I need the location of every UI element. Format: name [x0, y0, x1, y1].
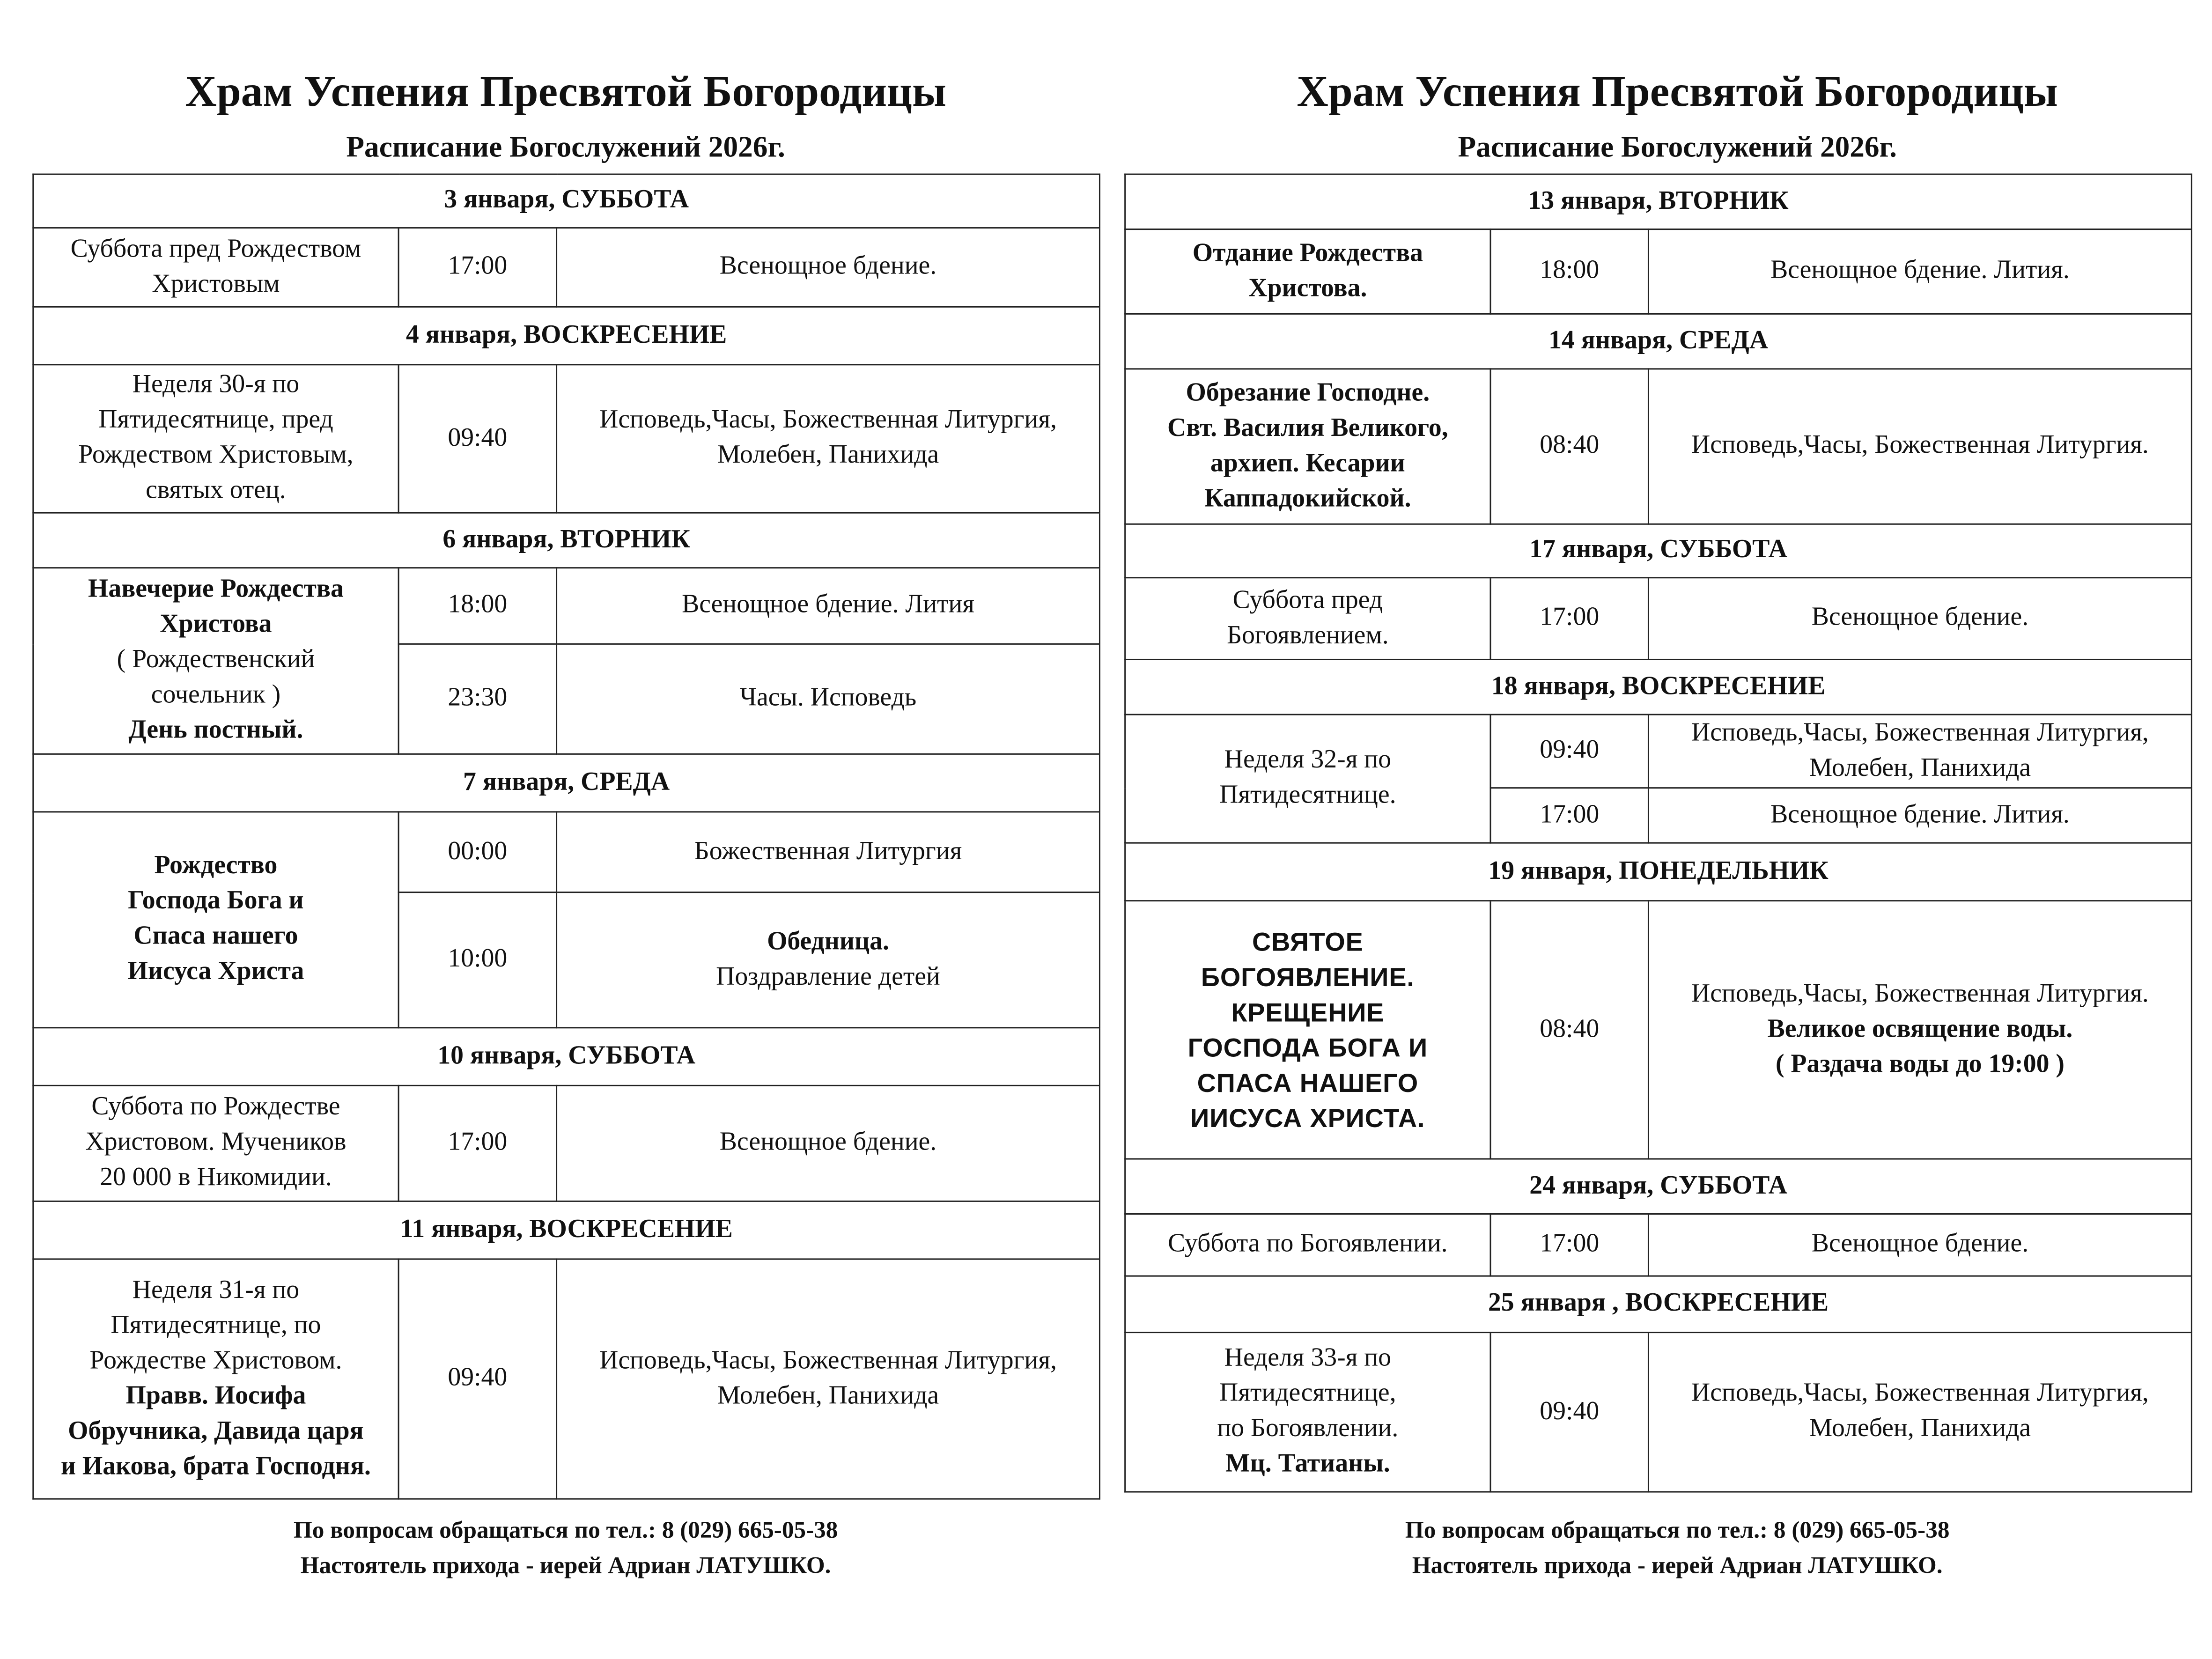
day-header: 24 января, СУББОТА [1125, 1159, 2192, 1214]
page-subtitle: Расписание Богослужений 2026г. [346, 130, 785, 164]
service-desc: Исповедь,Часы, Божественная Литургия, Молебен, Панихида [1648, 1333, 2191, 1492]
feast-cell: Суббота пред Рождеством Христовым [33, 228, 398, 307]
service-desc: Всенощное бдение. [557, 1085, 1100, 1201]
contact-phone: По вопросам обращаться по тел.: 8 (029) 665-05-38 [1405, 1516, 1950, 1544]
page-title: Храм Успения Пресвятой Богородицы [185, 66, 946, 116]
service-time: 10:00 [398, 892, 556, 1028]
feast-cell: Суббота по Рождестве Христовом. Мучеников 20 000 в Никомидии. [33, 1085, 398, 1201]
service-time: 09:40 [1490, 715, 1648, 788]
service-time: 08:40 [1490, 369, 1648, 524]
service-time: 23:30 [398, 644, 556, 754]
feast-cell: Рождество Господа Бога и Спаса нашего Иисуса Христа [33, 812, 398, 1028]
feast-cell: Отдание Рождества Христова. [1125, 229, 1490, 314]
service-desc: Божественная Литургия [557, 812, 1100, 892]
service-time: 09:40 [398, 365, 556, 513]
service-desc: Всенощное бдение. [1648, 578, 2191, 660]
feast-cell: Неделя 32-я по Пятидесятнице. [1125, 715, 1490, 843]
day-header: 10 января, СУББОТА [33, 1028, 1100, 1086]
service-desc: Всенощное бдение. [557, 228, 1100, 307]
service-desc: Обедница. Поздравление детей [557, 892, 1100, 1028]
day-header: 25 января , ВОСКРЕСЕНИЕ [1125, 1276, 2192, 1333]
service-time: 18:00 [1490, 229, 1648, 314]
service-time: 17:00 [398, 228, 556, 307]
day-header: 11 января, ВОСКРЕСЕНИЕ [33, 1201, 1100, 1259]
day-header: 19 января, ПОНЕДЕЛЬНИК [1125, 843, 2192, 901]
service-desc: Исповедь,Часы, Божественная Литургия. [1648, 369, 2191, 524]
day-header: 6 января, ВТОРНИК [33, 513, 1100, 568]
feast-cell: Неделя 33-я по Пятидесятнице, по Богоявлении. Мц. Татианы. [1125, 1333, 1490, 1492]
service-desc: Всенощное бдение. Лития. [1648, 788, 2191, 843]
service-time: 17:00 [398, 1085, 556, 1201]
day-header: 4 января, ВОСКРЕСЕНИЕ [33, 307, 1100, 365]
rector-name: Настоятель прихода - иерей Адриан ЛАТУШКО. [1412, 1552, 1943, 1579]
feast-cell: Неделя 30-я по Пятидесятнице, пред Рождеством Христовым, святых отец. [33, 365, 398, 513]
service-time: 17:00 [1490, 578, 1648, 660]
day-header: 18 января, ВОСКРЕСЕНИЕ [1125, 659, 2192, 714]
service-time: 09:40 [398, 1259, 556, 1499]
day-header: 17 января, СУББОТА [1125, 524, 2192, 577]
day-header: 7 января, СРЕДА [33, 754, 1100, 812]
service-desc: Исповедь,Часы, Божественная Литургия, Молебен, Панихида [557, 365, 1100, 513]
day-header: 3 января, СУББОТА [33, 174, 1100, 228]
service-desc: Всенощное бдение. Лития. [1648, 229, 2191, 314]
service-desc: Всенощное бдение. Лития [557, 568, 1100, 644]
service-time: 08:40 [1490, 901, 1648, 1159]
schedule-table [32, 174, 1100, 1500]
feast-cell: СВЯТОЕ БОГОЯВЛЕНИЕ. КРЕЩЕНИЕ ГОСПОДА БОГА И СПАСА НАШЕГО ИИСУСА ХРИСТА. [1125, 901, 1490, 1159]
feast-cell: Суббота пред Богоявлением. [1125, 578, 1490, 660]
service-desc: Часы. Исповедь [557, 644, 1100, 754]
service-desc: Исповедь,Часы, Божественная Литургия, Молебен, Панихида [1648, 715, 2191, 788]
feast-cell: Неделя 31-я по Пятидесятнице, по Рождестве Христовом. Правв. Иосифа Обручника, Давида царя и Иакова, брата Господня. [33, 1259, 398, 1499]
service-time: 18:00 [398, 568, 556, 644]
schedule-table [1124, 174, 2192, 1493]
service-desc: Всенощное бдение. [1648, 1214, 2191, 1276]
rector-name: Настоятель прихода - иерей Адриан ЛАТУШКО. [300, 1552, 831, 1579]
feast-cell: Суббота по Богоявлении. [1125, 1214, 1490, 1276]
feast-cell: Обрезание Господне. Свт. Василия Великого, архиеп. Кесарии Каппадокийской. [1125, 369, 1490, 524]
service-time: 09:40 [1490, 1333, 1648, 1492]
day-header: 13 января, ВТОРНИК [1125, 174, 2192, 229]
contact-phone: По вопросам обращаться по тел.: 8 (029) 665-05-38 [293, 1516, 838, 1544]
service-desc: Исповедь,Часы, Божественная Литургия. Великое освящение воды. ( Раздача воды до 19:00 ) [1648, 901, 2191, 1159]
feast-cell: Навечерие Рождества Христова ( Рождественский сочельник ) День постный. [33, 568, 398, 754]
service-desc: Исповедь,Часы, Божественная Литургия, Молебен, Панихида [557, 1259, 1100, 1499]
day-header: 14 января, СРЕДА [1125, 314, 2192, 369]
right-panel [1095, 0, 2212, 1659]
service-time: 00:00 [398, 812, 556, 892]
service-time: 17:00 [1490, 1214, 1648, 1276]
page-title: Храм Успения Пресвятой Богородицы [1297, 66, 2058, 116]
page-subtitle: Расписание Богослужений 2026г. [1458, 130, 1897, 164]
service-time: 17:00 [1490, 788, 1648, 843]
